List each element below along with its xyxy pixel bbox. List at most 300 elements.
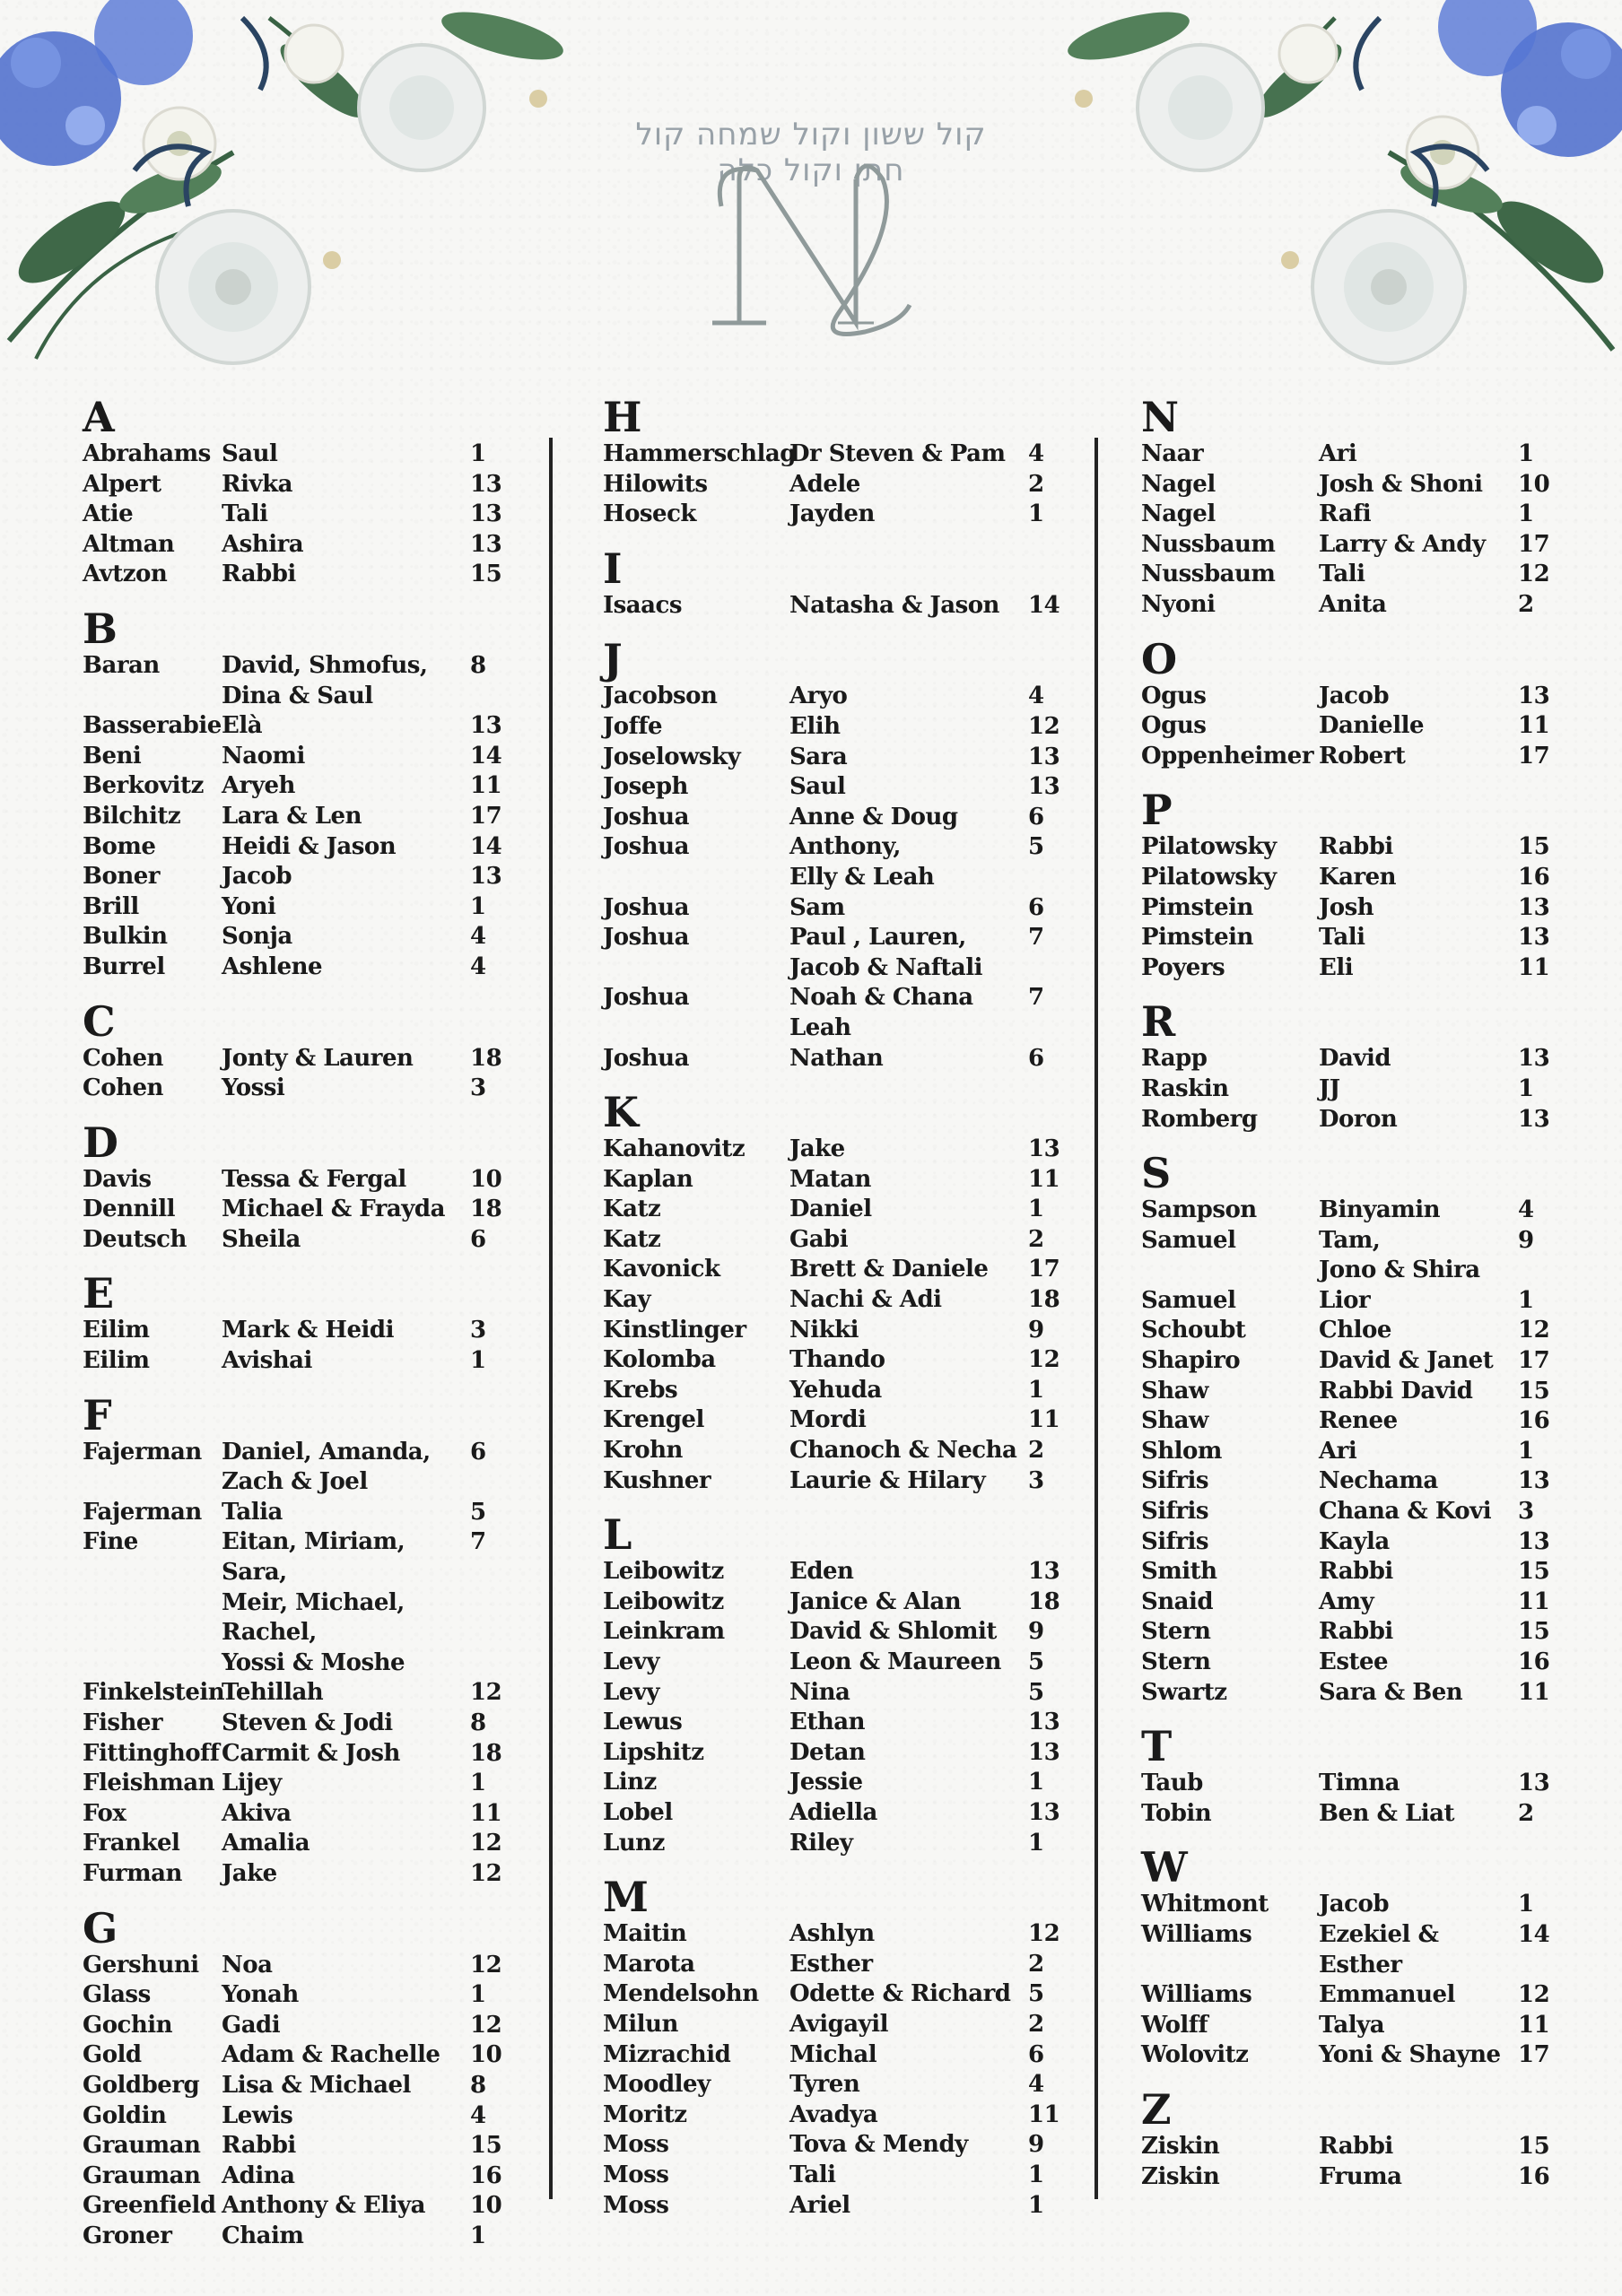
table-number: 10: [470, 1165, 502, 1193]
guest-given-names: Lior: [1319, 1286, 1371, 1314]
guest-surname: Fox: [83, 1799, 126, 1827]
guest-given-names: Riley: [789, 1829, 853, 1857]
guest-given-names: Ashlyn: [789, 1920, 875, 1948]
guest-given-names: JJ: [1319, 1074, 1340, 1102]
guest-row: [83, 862, 504, 892]
guest-surname: Levy: [603, 1648, 660, 1675]
guest-row: [603, 1979, 1051, 2010]
guest-row: [603, 2130, 1051, 2161]
guest-row: [603, 1557, 1060, 1587]
guest-given-names: Jacob: [1319, 682, 1390, 709]
guest-surname: Sifris: [1141, 1467, 1209, 1495]
guest-given-names: Adele: [789, 470, 860, 498]
guest-surname: Fine: [83, 1528, 138, 1556]
table-number: 16: [1518, 2162, 1550, 2190]
guest-surname: Hammerschlag: [603, 440, 796, 467]
guest-surname: [83, 1588, 222, 1648]
guest-given-names: Naomi: [222, 742, 305, 770]
table-number: [470, 1648, 504, 1679]
guest-given-names: Heidi & Jason: [222, 832, 397, 860]
guest-given-names: Saul: [789, 773, 846, 801]
guest-row: [83, 1709, 504, 1739]
table-number: [1028, 953, 1051, 984]
table-number: 18: [470, 1044, 502, 1072]
guest-surname: Mizrachid: [603, 2040, 731, 2068]
guest-given-names: Rafi: [1319, 500, 1372, 528]
guest-surname: Snaid: [1141, 1587, 1214, 1615]
guest-given-names: Elih: [789, 712, 841, 740]
table-number: 1: [1518, 1074, 1534, 1102]
section-k: [603, 1088, 1060, 1496]
guest-given-names: Josh: [1319, 893, 1374, 921]
table-number: 6: [1028, 893, 1044, 921]
section-letter: G: [83, 1903, 118, 1952]
guest-row: [603, 983, 1051, 1043]
table-number: 4: [1028, 683, 1044, 710]
guest-row: [83, 1165, 504, 1196]
guest-surname: Katz: [603, 1225, 661, 1253]
table-number: 1: [1518, 1286, 1534, 1314]
guest-row: [83, 1829, 504, 1859]
guest-given-names: Danielle: [1319, 712, 1425, 740]
section-letter: K: [603, 1088, 639, 1137]
guest-given-names: Rabbi: [1319, 833, 1393, 861]
section-letter: E: [83, 1269, 115, 1318]
guest-row: [603, 953, 1051, 984]
guest-given-names: Sara & Ben: [1319, 1678, 1463, 1706]
guest-surname: Fleishman: [83, 1770, 215, 1797]
guest-given-names: Jake: [222, 1859, 277, 1887]
guest-given-names: Nachi & Adi: [789, 1286, 942, 1314]
guest-row: [1141, 470, 1550, 500]
table-number: 3: [1518, 1498, 1534, 1526]
guest-row: [603, 1738, 1060, 1769]
section-letter: I: [603, 544, 623, 593]
guest-surname: Rapp: [1141, 1045, 1208, 1073]
guest-surname: Joshua: [603, 924, 689, 952]
guest-surname: Samuel: [1141, 1226, 1236, 1254]
guest-given-names: Anita: [1319, 590, 1387, 618]
guest-row: [1141, 1678, 1550, 1709]
table-number: 15: [470, 2132, 502, 2160]
section-l: [603, 1510, 1060, 1858]
table-number: 15: [1518, 833, 1550, 861]
guest-surname: Ziskin: [1141, 2132, 1220, 2160]
guest-row: [83, 470, 504, 500]
guest-surname: Bome: [83, 832, 156, 860]
guest-surname: Pimstein: [1141, 924, 1253, 952]
guest-row: [603, 1345, 1060, 1376]
guest-given-names: Avishai: [222, 1347, 312, 1375]
section-b: [83, 606, 504, 983]
guest-row: [1141, 2011, 1550, 2041]
table-number: 1: [1028, 2161, 1044, 2188]
guest-row: [83, 651, 504, 682]
guest-row: [1141, 682, 1550, 712]
guest-row: [1141, 1074, 1545, 1105]
guest-surname: Shaw: [1141, 1377, 1208, 1405]
guest-given-names: Natasha & Jason: [789, 591, 999, 619]
guest-given-names: Tali: [1319, 561, 1365, 588]
table-number: 13: [470, 500, 502, 528]
guest-surname: Katz: [603, 1196, 661, 1223]
guest-surname: Gershuni: [83, 1951, 199, 1979]
guest-row: [603, 1165, 1060, 1196]
table-number: 12: [470, 1951, 502, 1979]
table-number: 13: [470, 530, 502, 558]
guest-given-names: Yoni & Shayne: [1319, 2041, 1501, 2069]
table-number: 2: [1028, 1225, 1044, 1253]
guest-row: [83, 1648, 504, 1679]
table-number: [1028, 863, 1051, 893]
guest-given-names: Adam & Rachelle: [222, 2041, 440, 2069]
guest-given-names: Tali: [1319, 924, 1365, 952]
guest-surname: Krebs: [603, 1376, 678, 1404]
guest-row: [603, 1919, 1060, 1950]
guest-surname: Marota: [603, 1950, 695, 1978]
guest-row: [1141, 1105, 1550, 1135]
guest-given-names: Mordi: [789, 1406, 867, 1434]
guest-surname: [603, 863, 789, 893]
table-number: 1: [1518, 1891, 1534, 1918]
table-number: 1: [1028, 2191, 1044, 2219]
guest-given-names: Carmit & Josh: [222, 1739, 400, 1767]
table-number: 13: [1518, 1467, 1550, 1495]
section-letter: N: [1141, 393, 1180, 441]
guest-row: [603, 2040, 1051, 2071]
guest-given-names: Jono & Shira: [1319, 1257, 1480, 1284]
guest-surname: Grauman: [83, 2161, 201, 2189]
guest-surname: Linz: [603, 1769, 657, 1796]
guest-row: [83, 742, 504, 772]
section-letter: J: [603, 635, 623, 684]
guest-row: [1141, 1044, 1550, 1074]
guest-row: [603, 2010, 1051, 2040]
table-number: 8: [470, 2071, 486, 2099]
table-number: 15: [1518, 1377, 1550, 1405]
guest-row: [1141, 1286, 1545, 1317]
guest-row: [83, 1527, 504, 1587]
guest-row: [83, 2101, 504, 2132]
table-number: 1: [1028, 1769, 1044, 1796]
guest-row: [1141, 1226, 1545, 1257]
table-number: 16: [1518, 1407, 1550, 1435]
guest-surname: Deutsch: [83, 1225, 187, 1253]
table-number: 17: [1518, 530, 1550, 558]
guest-given-names: Yossi: [222, 1074, 285, 1102]
guest-given-names: Laurie & Hilary: [789, 1466, 986, 1494]
floral-decoration-left: [0, 0, 574, 377]
guest-row: [1141, 742, 1550, 772]
guest-row: [1141, 1617, 1550, 1648]
guest-row: [603, 2161, 1051, 2191]
guest-row: [603, 1285, 1060, 1316]
guest-surname: Oppenheimer: [1141, 742, 1314, 770]
guest-given-names: Mark & Heidi: [222, 1317, 394, 1344]
guest-row: [603, 1950, 1051, 1980]
section-p: [1141, 786, 1550, 983]
guest-given-names: Yossi & Moshe: [222, 1648, 406, 1676]
table-number: 12: [470, 1859, 502, 1887]
guest-row: [1141, 1557, 1550, 1587]
table-number: 12: [470, 1679, 502, 1707]
table-number: 7: [470, 1528, 486, 1556]
guest-given-names: Saul: [222, 440, 278, 467]
guest-row: [1141, 1196, 1545, 1226]
guest-given-names: Karen: [1319, 863, 1397, 891]
guest-row: [83, 1225, 504, 1256]
table-number: 9: [1028, 1316, 1044, 1344]
guest-row: [83, 892, 504, 923]
guest-given-names: Chaim: [222, 2222, 304, 2249]
table-number: 1: [1518, 1437, 1534, 1465]
guest-surname: Avtzon: [83, 561, 168, 588]
guest-given-names: Odette & Richard: [789, 1980, 1011, 2008]
guest-surname: Kay: [603, 1286, 651, 1314]
guest-surname: Taub: [1141, 1770, 1203, 1797]
guest-row: [603, 1648, 1051, 1678]
guest-row: [83, 1438, 504, 1468]
section-m: [603, 1873, 1060, 2221]
guest-surname: Jacobson: [603, 683, 718, 710]
monogram-logo: [685, 144, 937, 359]
guest-surname: Dennill: [83, 1196, 176, 1223]
guest-given-names: Jayden: [789, 500, 875, 528]
guest-surname: Swartz: [1141, 1678, 1227, 1706]
guest-row: [1141, 923, 1550, 953]
guest-surname: Mendelsohn: [603, 1980, 759, 2008]
guest-row: [83, 530, 504, 561]
guest-surname: Nussbaum: [1141, 561, 1276, 588]
guest-surname: Pilatowsky: [1141, 863, 1277, 891]
section-h: [603, 395, 1051, 530]
table-number: 13: [1518, 682, 1550, 709]
guest-surname: Maitin: [603, 1920, 687, 1948]
guest-surname: Furman: [83, 1859, 182, 1887]
guest-given-names: Rabbi: [1319, 2132, 1393, 2160]
guest-surname: Levy: [603, 1678, 660, 1706]
guest-surname: Naar: [1141, 440, 1204, 467]
guest-row: [83, 802, 504, 832]
section-f: [83, 1390, 504, 1890]
table-number: 1: [1028, 1829, 1044, 1857]
guest-row: [83, 1951, 504, 1981]
table-number: 6: [470, 1225, 486, 1253]
guest-given-names: Lara & Len: [222, 802, 362, 830]
table-number: 15: [470, 561, 502, 588]
guest-given-names: Larry & Andy: [1319, 530, 1486, 558]
guest-surname: Shaw: [1141, 1407, 1208, 1435]
guest-row: [83, 2131, 504, 2161]
table-number: 13: [470, 863, 502, 891]
table-number: 1: [470, 892, 486, 920]
guest-row: [83, 2161, 504, 2192]
guest-given-names: Nikki: [789, 1316, 859, 1344]
guest-given-names: Emmanuel: [1319, 1981, 1455, 2009]
guest-given-names: Nechama: [1319, 1467, 1438, 1495]
table-number: 11: [1518, 953, 1550, 981]
guest-row: [603, 923, 1051, 953]
guest-row: [1141, 1527, 1550, 1558]
guest-surname: Lobel: [603, 1798, 673, 1826]
guest-surname: Frankel: [83, 1830, 180, 1857]
guest-given-names: Avigayil: [789, 2010, 888, 2038]
section-e: [83, 1271, 504, 1376]
guest-given-names: Steven & Jodi: [222, 1709, 393, 1736]
table-number: 18: [470, 1196, 502, 1223]
table-number: 15: [1518, 2132, 1550, 2160]
guest-surname: Leibowitz: [603, 1558, 724, 1586]
guest-surname: Atie: [83, 500, 134, 528]
table-number: 1: [1028, 1196, 1044, 1223]
table-number: [470, 1467, 504, 1498]
guest-given-names: Sara: [789, 743, 848, 770]
guest-given-names: Tyren: [789, 2071, 860, 2099]
table-number: 15: [1518, 1618, 1550, 1646]
table-number: 16: [1518, 1648, 1550, 1675]
guest-row: [603, 1768, 1051, 1798]
guest-row: [1141, 1890, 1545, 1920]
guest-surname: Gold: [83, 2041, 142, 2069]
guest-given-names: Anthony,: [789, 833, 901, 861]
guest-given-names: Nina: [789, 1678, 850, 1706]
guest-given-names: Ethan: [789, 1709, 865, 1736]
guest-given-names: Leon & Maureen: [789, 1648, 1001, 1675]
guest-row: [603, 1617, 1051, 1648]
guest-row: [83, 952, 504, 983]
section-g: [83, 1903, 504, 2252]
table-number: 13: [1518, 924, 1550, 952]
table-number: 13: [1028, 1709, 1060, 1736]
table-number: 5: [1028, 1648, 1044, 1675]
guest-given-names: Tali: [222, 500, 268, 528]
section-letter: M: [603, 1873, 649, 1922]
section-letter: S: [1141, 1149, 1172, 1198]
table-number: 13: [1028, 1558, 1060, 1586]
table-number: 6: [1028, 1044, 1044, 1072]
guest-row: [83, 771, 504, 802]
guest-surname: Tobin: [1141, 1799, 1212, 1827]
guest-given-names: Yehuda: [789, 1376, 882, 1404]
guest-surname: Leibowitz: [603, 1587, 724, 1615]
guest-given-names: Eli: [1319, 953, 1354, 981]
table-number: 11: [1028, 2100, 1060, 2128]
guest-row: [83, 439, 504, 470]
table-number: 2: [1028, 1437, 1044, 1465]
table-number: 14: [470, 832, 502, 860]
guest-row: [83, 711, 504, 742]
seating-chart: [0, 395, 1622, 2260]
guest-row: [1141, 530, 1550, 561]
guest-surname: Pilatowsky: [1141, 833, 1277, 861]
guest-surname: Milun: [603, 2010, 678, 2038]
table-number: [470, 1588, 504, 1648]
floral-decoration-right: [1048, 0, 1622, 377]
guest-surname: Fittinghoff: [83, 1739, 220, 1767]
table-number: 3: [470, 1317, 486, 1344]
guest-row: [1141, 1769, 1550, 1799]
guest-row: [83, 560, 504, 590]
guest-surname: Basserabie: [83, 712, 222, 740]
guest-surname: Moss: [603, 2191, 669, 2219]
guest-row: [1141, 1466, 1550, 1497]
guest-given-names: Rabbi: [222, 2132, 296, 2160]
guest-given-names: Chanoch & Necha: [789, 1437, 1017, 1465]
guest-given-names: Ari: [1319, 1437, 1357, 1465]
table-number: 16: [470, 2161, 502, 2189]
guest-surname: Baran: [83, 651, 160, 679]
guest-given-names: David & Janet: [1319, 1347, 1494, 1375]
guest-surname: Krengel: [603, 1406, 704, 1434]
guest-given-names: Michal: [789, 2040, 877, 2068]
guest-surname: Moodley: [603, 2071, 711, 2099]
guest-given-names: Estee: [1319, 1648, 1389, 1675]
guest-row: [603, 1135, 1060, 1165]
guest-given-names: Anthony & Eliya: [222, 2192, 425, 2220]
table-number: 13: [1518, 1527, 1550, 1555]
guest-given-names: Tessa & Fergal: [222, 1165, 406, 1193]
section-letter: B: [83, 604, 118, 653]
guest-given-names: Aryo: [789, 683, 848, 710]
guest-surname: Cohen: [83, 1074, 163, 1102]
table-number: 13: [1028, 1798, 1060, 1826]
guest-row: [603, 1678, 1051, 1709]
guest-given-names: Jessie: [789, 1769, 863, 1796]
guest-surname: [83, 1467, 222, 1498]
guest-row: [83, 2011, 504, 2041]
table-number: 1: [470, 440, 486, 467]
guest-given-names: Ben & Liat: [1319, 1799, 1455, 1827]
table-number: 13: [1518, 893, 1550, 921]
table-number: 7: [1028, 984, 1044, 1012]
table-number: 1: [470, 1770, 486, 1797]
guest-given-names: Noa: [222, 1951, 273, 1979]
section-i: [603, 544, 1060, 622]
table-number: 18: [470, 1739, 502, 1767]
guest-surname: Finkelstein: [83, 1679, 225, 1707]
guest-given-names: Akiva: [222, 1799, 292, 1827]
guest-surname: Bulkin: [83, 923, 168, 951]
guest-surname: Joshua: [603, 833, 689, 861]
section-letter: L: [603, 1510, 632, 1560]
guest-surname: Fisher: [83, 1709, 163, 1736]
table-number: [1518, 1256, 1545, 1286]
table-number: 14: [470, 742, 502, 770]
guest-row: [83, 682, 504, 712]
guest-row: [83, 1769, 504, 1799]
guest-given-names: Chloe: [1319, 1317, 1391, 1344]
guest-surname: Smith: [1141, 1558, 1217, 1586]
table-number: 13: [470, 712, 502, 740]
guest-given-names: Tali: [789, 2161, 836, 2188]
guest-given-names: Doron: [1319, 1105, 1398, 1133]
guest-surname: Greenfield: [83, 2192, 216, 2220]
table-number: 12: [1028, 712, 1060, 740]
guest-row: [83, 1980, 504, 2011]
guest-surname: Schoubt: [1141, 1317, 1246, 1344]
guest-row: [603, 1798, 1060, 1829]
guest-surname: Fajerman: [83, 1438, 202, 1465]
guest-given-names: Rabbi: [222, 561, 296, 588]
guest-row: [83, 2191, 504, 2222]
guest-row: [603, 682, 1051, 712]
guest-row: [1141, 1256, 1545, 1286]
guest-given-names: Yoni: [222, 892, 276, 920]
guest-row: [603, 2100, 1060, 2131]
table-number: 13: [1028, 773, 1060, 801]
section-j: [603, 635, 1060, 1074]
guest-row: [603, 470, 1051, 500]
